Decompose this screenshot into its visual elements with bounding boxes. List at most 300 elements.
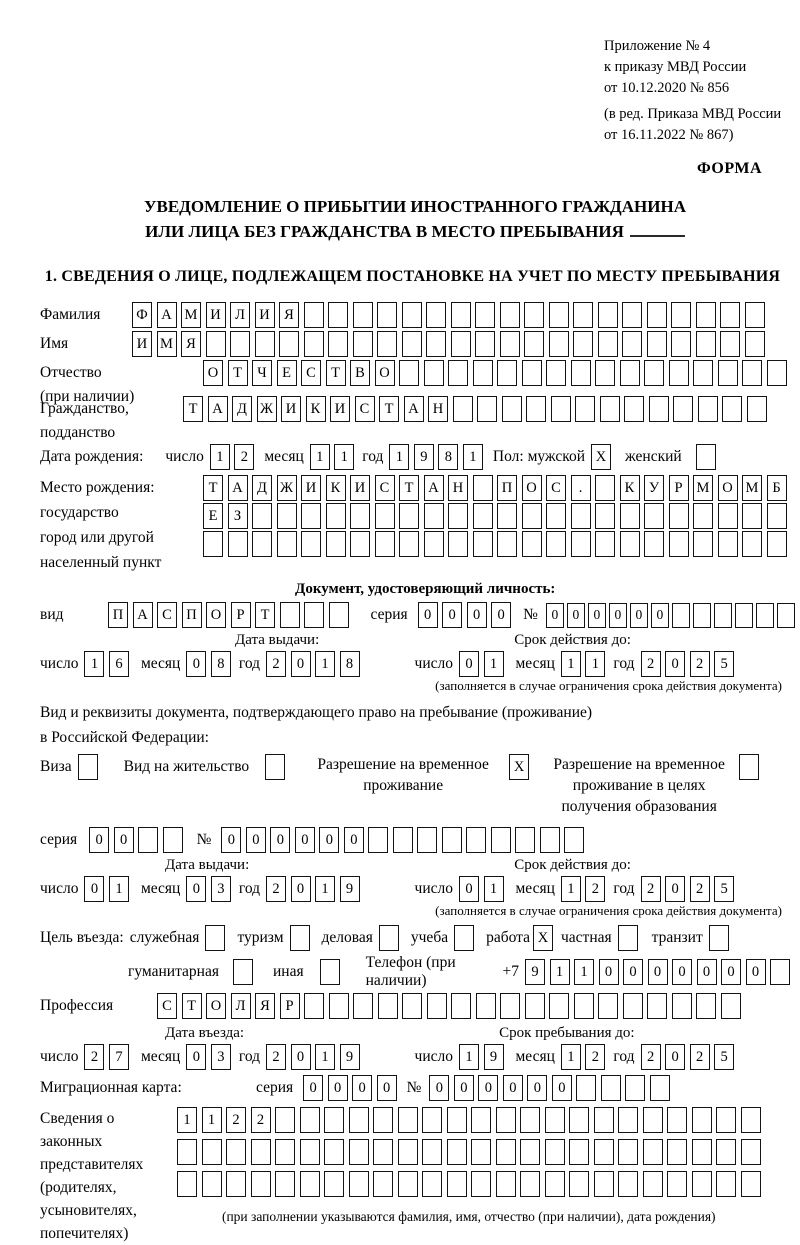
char-cell[interactable] (473, 475, 493, 501)
char-cell[interactable] (328, 302, 348, 328)
char-cell[interactable] (770, 959, 790, 985)
char-cell[interactable]: П (497, 475, 517, 501)
purpose-study-checkbox[interactable] (454, 925, 474, 951)
char-cell[interactable] (442, 827, 462, 853)
char-cell[interactable] (422, 1107, 442, 1133)
char-cell[interactable] (739, 754, 759, 780)
char-cell[interactable] (576, 1075, 596, 1101)
char-cell[interactable] (497, 360, 517, 386)
char-cell[interactable]: 0 (665, 651, 685, 677)
char-cell[interactable]: 0 (697, 959, 717, 985)
char-cell[interactable] (427, 993, 447, 1019)
char-cell[interactable] (618, 925, 638, 951)
char-cell[interactable] (324, 1139, 344, 1165)
char-cell[interactable] (551, 396, 571, 422)
char-cell[interactable]: 0 (186, 651, 206, 677)
char-cell[interactable]: 1 (561, 1044, 581, 1070)
char-cell[interactable] (280, 602, 300, 628)
char-cell[interactable] (522, 531, 542, 557)
char-cell[interactable] (477, 396, 497, 422)
char-cell[interactable] (353, 331, 373, 357)
char-cell[interactable] (451, 302, 471, 328)
char-cell[interactable]: 0 (478, 1075, 498, 1101)
char-cell[interactable] (491, 827, 511, 853)
char-cell[interactable] (520, 1171, 540, 1197)
char-cell[interactable]: 0 (319, 827, 339, 853)
char-cell[interactable]: 2 (84, 1044, 104, 1070)
char-cell[interactable]: Р (231, 602, 251, 628)
char-cell[interactable]: С (546, 475, 566, 501)
stay-month-input[interactable] (561, 1044, 606, 1070)
char-cell[interactable] (669, 503, 689, 529)
char-cell[interactable]: 9 (340, 1044, 360, 1070)
char-cell[interactable] (574, 993, 594, 1019)
char-cell[interactable]: О (375, 360, 395, 386)
char-cell[interactable] (275, 1107, 295, 1133)
legal-row2-input[interactable] (177, 1139, 761, 1165)
char-cell[interactable] (618, 1139, 638, 1165)
char-cell[interactable] (735, 603, 753, 628)
char-cell[interactable] (476, 993, 496, 1019)
char-cell[interactable] (643, 1171, 663, 1197)
char-cell[interactable] (623, 993, 643, 1019)
identity-valid-year[interactable] (641, 651, 735, 677)
char-cell[interactable]: 1 (561, 651, 581, 677)
char-cell[interactable] (368, 827, 388, 853)
char-cell[interactable] (177, 1139, 197, 1165)
char-cell[interactable] (78, 754, 98, 780)
char-cell[interactable]: 0 (186, 1044, 206, 1070)
char-cell[interactable]: 1 (202, 1107, 222, 1133)
char-cell[interactable] (475, 331, 495, 357)
char-cell[interactable]: 1 (389, 444, 409, 470)
char-cell[interactable]: Н (448, 475, 468, 501)
char-cell[interactable] (696, 331, 716, 357)
char-cell[interactable]: X (509, 754, 529, 780)
char-cell[interactable]: 1 (177, 1107, 197, 1133)
char-cell[interactable] (647, 302, 667, 328)
residence-valid-year[interactable] (641, 876, 735, 902)
char-cell[interactable]: С (157, 602, 177, 628)
char-cell[interactable]: 2 (266, 876, 286, 902)
char-cell[interactable] (377, 331, 397, 357)
char-cell[interactable]: М (742, 475, 762, 501)
char-cell[interactable] (693, 503, 713, 529)
char-cell[interactable]: И (350, 475, 370, 501)
char-cell[interactable] (721, 993, 741, 1019)
entry-year-input[interactable] (266, 1044, 360, 1070)
char-cell[interactable]: 9 (525, 959, 545, 985)
char-cell[interactable] (424, 531, 444, 557)
char-cell[interactable]: Т (228, 360, 248, 386)
char-cell[interactable] (644, 503, 664, 529)
char-cell[interactable]: 2 (266, 651, 286, 677)
char-cell[interactable] (546, 503, 566, 529)
char-cell[interactable] (451, 993, 471, 1019)
char-cell[interactable] (205, 925, 225, 951)
char-cell[interactable]: Е (277, 360, 297, 386)
char-cell[interactable] (177, 1171, 197, 1197)
char-cell[interactable] (620, 531, 640, 557)
char-cell[interactable] (720, 302, 740, 328)
char-cell[interactable]: 0 (609, 603, 627, 628)
char-cell[interactable] (475, 302, 495, 328)
char-cell[interactable] (502, 396, 522, 422)
char-cell[interactable]: И (301, 475, 321, 501)
char-cell[interactable] (525, 993, 545, 1019)
char-cell[interactable]: 0 (459, 876, 479, 902)
char-cell[interactable] (620, 503, 640, 529)
purpose-work-checkbox[interactable] (533, 925, 553, 951)
char-cell[interactable]: 1 (585, 651, 605, 677)
purpose-business-checkbox[interactable] (379, 925, 399, 951)
char-cell[interactable]: 0 (221, 827, 241, 853)
char-cell[interactable] (398, 1139, 418, 1165)
char-cell[interactable] (301, 503, 321, 529)
char-cell[interactable] (545, 1139, 565, 1165)
char-cell[interactable]: Д (252, 475, 272, 501)
char-cell[interactable] (402, 993, 422, 1019)
char-cell[interactable]: У (644, 475, 664, 501)
char-cell[interactable]: Б (767, 475, 787, 501)
char-cell[interactable]: 0 (665, 1044, 685, 1070)
purpose-other-checkbox[interactable] (320, 959, 340, 985)
char-cell[interactable]: О (206, 602, 226, 628)
char-cell[interactable]: 0 (546, 603, 564, 628)
char-cell[interactable] (669, 531, 689, 557)
char-cell[interactable]: 0 (599, 959, 619, 985)
entry-day-input[interactable] (84, 1044, 129, 1070)
char-cell[interactable]: И (255, 302, 275, 328)
stay-day-input[interactable] (459, 1044, 504, 1070)
migration-seria-input[interactable] (303, 1075, 397, 1101)
char-cell[interactable] (745, 302, 765, 328)
char-cell[interactable] (540, 827, 560, 853)
char-cell[interactable]: 1 (463, 444, 483, 470)
char-cell[interactable]: И (132, 331, 152, 357)
purpose-private-checkbox[interactable] (618, 925, 638, 951)
char-cell[interactable] (718, 360, 738, 386)
char-cell[interactable] (767, 503, 787, 529)
char-cell[interactable] (598, 331, 618, 357)
char-cell[interactable] (447, 1139, 467, 1165)
stay-year-input[interactable] (641, 1044, 735, 1070)
char-cell[interactable]: . (571, 475, 591, 501)
char-cell[interactable]: 0 (672, 959, 692, 985)
char-cell[interactable]: 7 (109, 1044, 129, 1070)
char-cell[interactable] (275, 1171, 295, 1197)
char-cell[interactable]: 1 (310, 444, 330, 470)
char-cell[interactable]: С (301, 360, 321, 386)
char-cell[interactable] (265, 754, 285, 780)
char-cell[interactable] (304, 993, 324, 1019)
char-cell[interactable] (324, 1107, 344, 1133)
char-cell[interactable]: 0 (377, 1075, 397, 1101)
char-cell[interactable]: 0 (459, 651, 479, 677)
char-cell[interactable] (672, 993, 692, 1019)
char-cell[interactable]: Т (326, 360, 346, 386)
char-cell[interactable]: Р (280, 993, 300, 1019)
char-cell[interactable]: Т (183, 396, 203, 422)
char-cell[interactable] (742, 531, 762, 557)
char-cell[interactable] (569, 1139, 589, 1165)
char-cell[interactable]: 0 (303, 1075, 323, 1101)
char-cell[interactable] (598, 993, 618, 1019)
visa-checkbox[interactable] (78, 754, 98, 780)
char-cell[interactable] (524, 331, 544, 357)
identity-issue-day[interactable] (84, 651, 129, 677)
char-cell[interactable]: 0 (89, 827, 109, 853)
char-cell[interactable]: 5 (714, 876, 734, 902)
char-cell[interactable]: 0 (246, 827, 266, 853)
char-cell[interactable] (742, 360, 762, 386)
char-cell[interactable] (350, 531, 370, 557)
char-cell[interactable] (402, 302, 422, 328)
char-cell[interactable]: 2 (251, 1107, 271, 1133)
char-cell[interactable] (417, 827, 437, 853)
char-cell[interactable] (353, 993, 373, 1019)
char-cell[interactable] (520, 1107, 540, 1133)
char-cell[interactable] (714, 603, 732, 628)
char-cell[interactable] (571, 503, 591, 529)
char-cell[interactable] (350, 503, 370, 529)
char-cell[interactable]: 0 (746, 959, 766, 985)
residence-valid-month[interactable] (561, 876, 606, 902)
char-cell[interactable]: 1 (109, 876, 129, 902)
char-cell[interactable] (447, 1107, 467, 1133)
char-cell[interactable]: 3 (211, 1044, 231, 1070)
char-cell[interactable] (549, 993, 569, 1019)
char-cell[interactable]: 0 (270, 827, 290, 853)
char-cell[interactable]: 0 (291, 1044, 311, 1070)
char-cell[interactable]: А (404, 396, 424, 422)
char-cell[interactable] (375, 531, 395, 557)
char-cell[interactable]: 1 (550, 959, 570, 985)
char-cell[interactable]: 9 (484, 1044, 504, 1070)
char-cell[interactable]: З (228, 503, 248, 529)
char-cell[interactable]: 9 (340, 876, 360, 902)
char-cell[interactable] (598, 302, 618, 328)
name-input[interactable] (132, 331, 765, 357)
surname-input[interactable] (132, 302, 765, 328)
char-cell[interactable] (255, 331, 275, 357)
char-cell[interactable]: 1 (315, 876, 335, 902)
char-cell[interactable] (564, 827, 584, 853)
char-cell[interactable] (546, 360, 566, 386)
char-cell[interactable] (647, 993, 667, 1019)
char-cell[interactable] (353, 302, 373, 328)
identity-num-input[interactable] (546, 603, 795, 628)
char-cell[interactable] (251, 1171, 271, 1197)
char-cell[interactable] (473, 503, 493, 529)
char-cell[interactable]: Я (181, 331, 201, 357)
char-cell[interactable]: 0 (186, 876, 206, 902)
char-cell[interactable] (304, 602, 324, 628)
char-cell[interactable]: 0 (665, 876, 685, 902)
char-cell[interactable] (545, 1107, 565, 1133)
char-cell[interactable]: 5 (714, 651, 734, 677)
char-cell[interactable] (720, 331, 740, 357)
char-cell[interactable] (747, 396, 767, 422)
char-cell[interactable]: X (591, 444, 611, 470)
char-cell[interactable]: 9 (414, 444, 434, 470)
sex-male-checkbox[interactable] (591, 444, 611, 470)
char-cell[interactable]: 0 (623, 959, 643, 985)
char-cell[interactable] (601, 1075, 621, 1101)
char-cell[interactable]: 2 (690, 1044, 710, 1070)
char-cell[interactable]: 0 (328, 1075, 348, 1101)
char-cell[interactable] (349, 1139, 369, 1165)
char-cell[interactable] (647, 331, 667, 357)
char-cell[interactable]: Т (379, 396, 399, 422)
char-cell[interactable]: Р (669, 475, 689, 501)
char-cell[interactable] (625, 1075, 645, 1101)
residence-num-input[interactable] (221, 827, 584, 853)
char-cell[interactable] (693, 603, 711, 628)
char-cell[interactable] (202, 1171, 222, 1197)
char-cell[interactable] (329, 993, 349, 1019)
birth-year-input[interactable] (389, 444, 483, 470)
char-cell[interactable] (378, 993, 398, 1019)
char-cell[interactable]: X (533, 925, 553, 951)
char-cell[interactable] (671, 331, 691, 357)
char-cell[interactable] (644, 531, 664, 557)
residence-issue-day[interactable] (84, 876, 129, 902)
char-cell[interactable]: 0 (503, 1075, 523, 1101)
char-cell[interactable] (595, 503, 615, 529)
char-cell[interactable] (595, 360, 615, 386)
char-cell[interactable] (448, 360, 468, 386)
char-cell[interactable]: М (157, 331, 177, 357)
char-cell[interactable] (466, 827, 486, 853)
char-cell[interactable]: 2 (585, 876, 605, 902)
char-cell[interactable] (520, 1139, 540, 1165)
char-cell[interactable] (549, 331, 569, 357)
citizenship-input[interactable] (183, 396, 767, 422)
char-cell[interactable] (522, 503, 542, 529)
birth-day-input[interactable] (210, 444, 255, 470)
char-cell[interactable] (202, 1139, 222, 1165)
char-cell[interactable] (696, 993, 716, 1019)
char-cell[interactable]: К (620, 475, 640, 501)
char-cell[interactable] (454, 925, 474, 951)
char-cell[interactable] (500, 302, 520, 328)
char-cell[interactable]: С (355, 396, 375, 422)
char-cell[interactable] (524, 302, 544, 328)
char-cell[interactable] (398, 1107, 418, 1133)
char-cell[interactable]: Л (231, 993, 251, 1019)
identity-seria-input[interactable] (418, 602, 512, 628)
residence-issue-year[interactable] (266, 876, 360, 902)
char-cell[interactable] (741, 1171, 761, 1197)
char-cell[interactable]: 2 (226, 1107, 246, 1133)
char-cell[interactable] (716, 1171, 736, 1197)
char-cell[interactable] (709, 925, 729, 951)
char-cell[interactable]: А (228, 475, 248, 501)
char-cell[interactable] (741, 1107, 761, 1133)
char-cell[interactable] (496, 1171, 516, 1197)
char-cell[interactable] (426, 302, 446, 328)
char-cell[interactable]: 0 (567, 603, 585, 628)
residence-seria-input[interactable] (89, 827, 183, 853)
birth-month-input[interactable] (310, 444, 355, 470)
identity-vid-input[interactable] (108, 602, 349, 628)
char-cell[interactable] (692, 1139, 712, 1165)
legal-row1-input[interactable] (177, 1107, 761, 1133)
char-cell[interactable] (620, 360, 640, 386)
char-cell[interactable] (622, 302, 642, 328)
char-cell[interactable] (569, 1171, 589, 1197)
char-cell[interactable]: 0 (588, 603, 606, 628)
char-cell[interactable] (698, 396, 718, 422)
char-cell[interactable] (300, 1107, 320, 1133)
char-cell[interactable]: А (133, 602, 153, 628)
char-cell[interactable] (669, 360, 689, 386)
char-cell[interactable] (379, 925, 399, 951)
char-cell[interactable]: П (182, 602, 202, 628)
char-cell[interactable]: А (424, 475, 444, 501)
char-cell[interactable]: 8 (340, 651, 360, 677)
char-cell[interactable]: 6 (109, 651, 129, 677)
char-cell[interactable] (594, 1107, 614, 1133)
char-cell[interactable]: 0 (454, 1075, 474, 1101)
char-cell[interactable]: 2 (641, 651, 661, 677)
char-cell[interactable] (275, 1139, 295, 1165)
char-cell[interactable] (393, 827, 413, 853)
char-cell[interactable] (398, 1171, 418, 1197)
birthplace-row2-input[interactable] (203, 503, 787, 529)
char-cell[interactable] (594, 1139, 614, 1165)
char-cell[interactable] (496, 1107, 516, 1133)
char-cell[interactable] (573, 302, 593, 328)
char-cell[interactable]: 2 (266, 1044, 286, 1070)
char-cell[interactable]: 1 (84, 651, 104, 677)
char-cell[interactable]: Ф (132, 302, 152, 328)
char-cell[interactable]: Т (182, 993, 202, 1019)
char-cell[interactable] (618, 1107, 638, 1133)
char-cell[interactable]: 2 (690, 876, 710, 902)
char-cell[interactable] (471, 1107, 491, 1133)
char-cell[interactable]: 0 (114, 827, 134, 853)
char-cell[interactable]: И (281, 396, 301, 422)
char-cell[interactable] (546, 531, 566, 557)
char-cell[interactable] (777, 603, 795, 628)
char-cell[interactable] (373, 1107, 393, 1133)
char-cell[interactable] (447, 1171, 467, 1197)
char-cell[interactable]: С (157, 993, 177, 1019)
char-cell[interactable] (448, 503, 468, 529)
char-cell[interactable] (451, 331, 471, 357)
char-cell[interactable]: Я (255, 993, 275, 1019)
char-cell[interactable]: 0 (344, 827, 364, 853)
char-cell[interactable] (600, 396, 620, 422)
char-cell[interactable]: В (350, 360, 370, 386)
char-cell[interactable] (373, 1171, 393, 1197)
char-cell[interactable] (230, 331, 250, 357)
char-cell[interactable]: 0 (467, 602, 487, 628)
char-cell[interactable] (375, 503, 395, 529)
char-cell[interactable] (252, 531, 272, 557)
char-cell[interactable]: Я (279, 302, 299, 328)
char-cell[interactable] (673, 396, 693, 422)
char-cell[interactable]: К (326, 475, 346, 501)
char-cell[interactable] (402, 331, 422, 357)
char-cell[interactable]: Л (230, 302, 250, 328)
char-cell[interactable] (290, 925, 310, 951)
char-cell[interactable] (277, 531, 297, 557)
char-cell[interactable] (349, 1107, 369, 1133)
migration-num-input[interactable] (429, 1075, 670, 1101)
